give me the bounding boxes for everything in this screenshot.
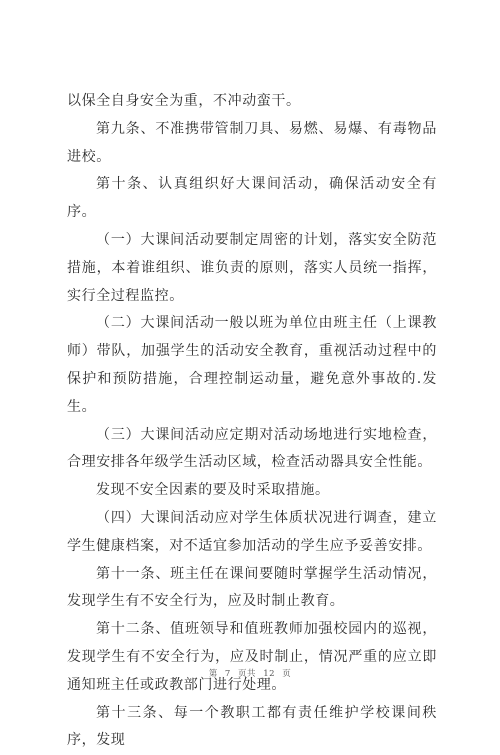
paragraph-article-11: 第十一条、班主任在课间要随时掌握学生活动情况，发现学生有不安全行为，应及时制止教育。 — [67, 565, 437, 610]
total-pages-number: 12 — [263, 669, 276, 679]
document-body — [67, 88, 437, 755]
paragraph-measures: 发现不安全因素的要及时采取措施。 — [96, 482, 330, 499]
paragraph-article-9: 第九条、不准携带管制刀具、易燃、易爆、有毒物品进校。 — [67, 120, 437, 165]
paragraph-item-2: （二）大课间活动一般以班为单位由班主任（上课教师）带队，加强学生的活动安全教育，重视活动过程中的保护和预防措施，合理控制运动量，避免意外事故的.发生。 — [67, 315, 437, 415]
paragraph-article-10: 第十条、认真组织好大课间活动，确保活动安全有序。 — [67, 176, 437, 221]
current-page-number: 7 — [224, 669, 231, 679]
page-label-mid: 页共 — [238, 669, 257, 679]
paragraph-item-4: （四）大课间活动应对学生体质状况进行调查，建立学生健康档案，对不适宜参加活动的学生应予妥善安排。 — [67, 509, 437, 554]
paragraph-continuation: 以保全自身安全为重，不冲动蛮干。 — [67, 93, 301, 109]
page-label-suffix: 页 — [282, 669, 292, 679]
paragraph-item-1: （一）大课间活动要制定周密的计划，落实安全防范措施，本着谁组织、谁负责的原则，落实人员统一指挥，实行全过程监控。 — [67, 231, 437, 304]
paragraph-article-13: 第十三条、每一个教职工都有责任维护学校课间秩序，发现 — [67, 704, 437, 749]
page-label-prefix: 第 — [208, 669, 218, 679]
paragraph-item-3: （三）大课间活动应定期对活动场地进行实地检查，合理安排各年级学生活动区域，检查活动器具安全性能。 — [67, 426, 437, 471]
page-footer — [0, 667, 500, 679]
paragraph-article-12: 第十二条、值班领导和值班教师加强校园内的巡视，发现学生有不安全行为，应及时制止，情况严重的应立即通知班主任或政教部门进行处理。 — [67, 621, 437, 693]
